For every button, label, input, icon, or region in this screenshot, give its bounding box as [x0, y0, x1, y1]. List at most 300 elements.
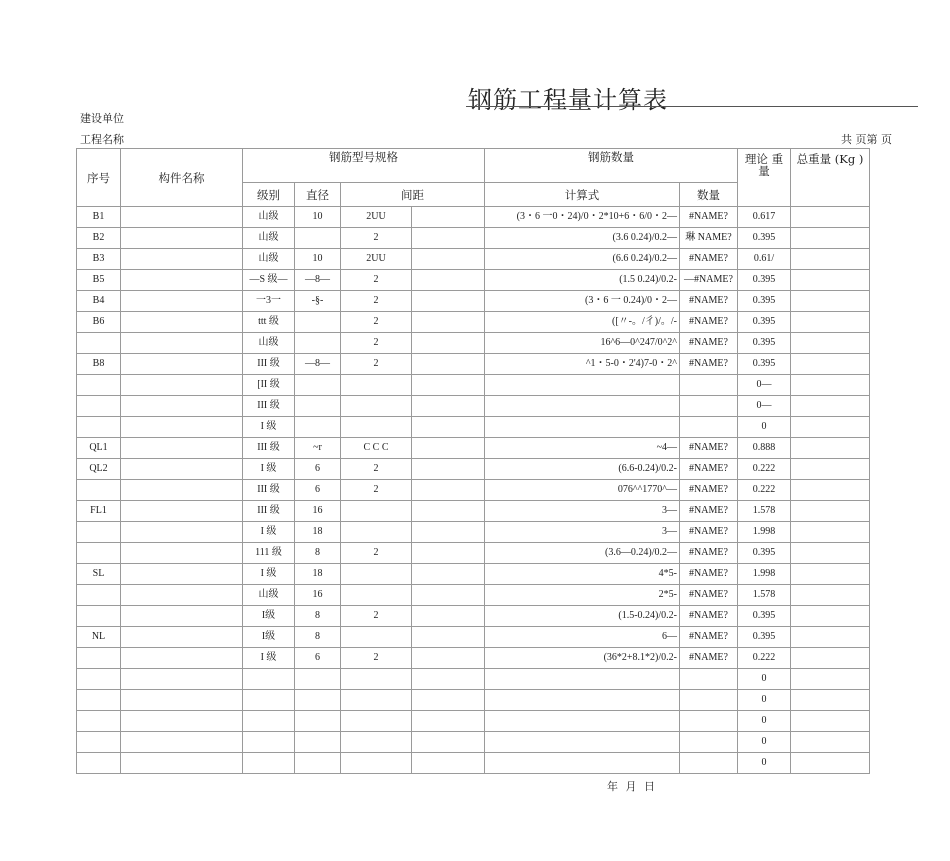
cell-spacing: 2: [341, 606, 412, 627]
cell-grade: I 级: [243, 522, 295, 543]
cell-formula: [485, 732, 680, 753]
table-row: [77, 543, 870, 564]
cell-grade: 山级: [243, 585, 295, 606]
cell-total-weight: [791, 354, 870, 375]
cell-unit-weight: 0: [738, 669, 791, 690]
cell-diameter: 6: [295, 648, 341, 669]
cell-diameter: 16: [295, 585, 341, 606]
cell-seq: [77, 606, 121, 627]
cell-formula: [485, 375, 680, 396]
page-title: 钢筋工程量计算表: [468, 86, 668, 114]
cell-count: —#NAME?: [680, 270, 738, 291]
table-row: [77, 396, 870, 417]
cell-spacing-extra: [412, 690, 485, 711]
table-row: [77, 585, 870, 606]
cell-component: [121, 333, 243, 354]
cell-grade: —S 级—: [243, 270, 295, 291]
cell-diameter: [295, 669, 341, 690]
cell-formula: [485, 711, 680, 732]
cell-spacing-extra: [412, 438, 485, 459]
cell-grade: 山级: [243, 228, 295, 249]
cell-unit-weight: 0.395: [738, 333, 791, 354]
cell-formula: (1.5 0.24)/0.2-: [485, 270, 680, 291]
header-spacing: 间距: [341, 183, 485, 207]
cell-component: [121, 732, 243, 753]
cell-spacing: 2: [341, 354, 412, 375]
table-row: [77, 480, 870, 501]
header-rebar-qty: 钢筋数量: [485, 149, 738, 183]
cell-grade: [243, 753, 295, 774]
cell-spacing: 2: [341, 333, 412, 354]
cell-formula: [485, 417, 680, 438]
cell-count: #NAME?: [680, 480, 738, 501]
cell-total-weight: [791, 522, 870, 543]
table-row: [77, 459, 870, 480]
cell-spacing-extra: [412, 333, 485, 354]
cell-unit-weight: 0.395: [738, 543, 791, 564]
cell-spacing: 2UU: [341, 249, 412, 270]
date-footer: 年 月 日: [607, 780, 657, 793]
cell-grade: 山级: [243, 207, 295, 228]
cell-unit-weight: 0: [738, 690, 791, 711]
cell-formula: (3・6 一0・24)/0・2*10+6・6/0・2—: [485, 207, 680, 228]
cell-count: #NAME?: [680, 564, 738, 585]
cell-component: [121, 207, 243, 228]
cell-component: [121, 354, 243, 375]
cell-count: #NAME?: [680, 606, 738, 627]
header-seq: 序号: [77, 149, 121, 207]
cell-unit-weight: 1.998: [738, 564, 791, 585]
cell-unit-weight: 0: [738, 417, 791, 438]
cell-unit-weight: 1.578: [738, 501, 791, 522]
cell-formula: 3—: [485, 501, 680, 522]
cell-diameter: 10: [295, 207, 341, 228]
cell-grade: 111 级: [243, 543, 295, 564]
cell-total-weight: [791, 585, 870, 606]
cell-spacing: 2: [341, 291, 412, 312]
cell-component: [121, 501, 243, 522]
header-count: 数量: [680, 183, 738, 207]
cell-count: #NAME?: [680, 627, 738, 648]
cell-diameter: 8: [295, 606, 341, 627]
cell-grade: [243, 690, 295, 711]
cell-component: [121, 606, 243, 627]
header-total-weight: 总重量 (Kg ): [791, 149, 870, 207]
cell-seq: [77, 711, 121, 732]
cell-total-weight: [791, 669, 870, 690]
cell-grade: III 级: [243, 501, 295, 522]
cell-diameter: 10: [295, 249, 341, 270]
cell-total-weight: [791, 396, 870, 417]
cell-component: [121, 312, 243, 333]
cell-component: [121, 564, 243, 585]
cell-unit-weight: 0—: [738, 396, 791, 417]
cell-formula: [485, 753, 680, 774]
cell-count: #NAME?: [680, 501, 738, 522]
cell-count: #NAME?: [680, 648, 738, 669]
cell-spacing: 2: [341, 228, 412, 249]
cell-grade: III 级: [243, 480, 295, 501]
cell-count: #NAME?: [680, 543, 738, 564]
rebar-table: [76, 148, 870, 774]
cell-total-weight: [791, 459, 870, 480]
cell-seq: NL: [77, 627, 121, 648]
cell-unit-weight: 0: [738, 732, 791, 753]
cell-count: [680, 753, 738, 774]
cell-unit-weight: 0.395: [738, 270, 791, 291]
table-row: [77, 711, 870, 732]
cell-total-weight: [791, 690, 870, 711]
cell-total-weight: [791, 291, 870, 312]
cell-grade: III 级: [243, 396, 295, 417]
table-row: [77, 312, 870, 333]
cell-unit-weight: 0.395: [738, 228, 791, 249]
cell-component: [121, 753, 243, 774]
cell-total-weight: [791, 438, 870, 459]
cell-count: [680, 417, 738, 438]
cell-seq: B4: [77, 291, 121, 312]
cell-seq: [77, 522, 121, 543]
cell-unit-weight: 0.395: [738, 312, 791, 333]
cell-total-weight: [791, 564, 870, 585]
cell-spacing-extra: [412, 606, 485, 627]
cell-spacing: [341, 585, 412, 606]
cell-spacing-extra: [412, 627, 485, 648]
cell-diameter: 8: [295, 627, 341, 648]
cell-unit-weight: 0—: [738, 375, 791, 396]
table-row: [77, 501, 870, 522]
cell-diameter: 8: [295, 543, 341, 564]
cell-formula: ~4—: [485, 438, 680, 459]
cell-diameter: [295, 732, 341, 753]
cell-formula: (6.6-0.24)/0.2-: [485, 459, 680, 480]
cell-seq: B3: [77, 249, 121, 270]
header-diameter: 直径: [295, 183, 341, 207]
cell-component: [121, 627, 243, 648]
header-unit-weight: 理论 重量: [738, 149, 791, 207]
cell-seq: [77, 417, 121, 438]
cell-component: [121, 669, 243, 690]
cell-grade: [243, 732, 295, 753]
cell-total-weight: [791, 333, 870, 354]
table-row: [77, 354, 870, 375]
table-row: [77, 753, 870, 774]
cell-spacing-extra: [412, 522, 485, 543]
cell-spacing: 2: [341, 648, 412, 669]
cell-formula: (1.5-0.24)/0.2-: [485, 606, 680, 627]
table-row: [77, 690, 870, 711]
cell-diameter: [295, 417, 341, 438]
cell-spacing-extra: [412, 228, 485, 249]
cell-seq: [77, 375, 121, 396]
table-row: [77, 669, 870, 690]
cell-spacing-extra: [412, 501, 485, 522]
cell-count: 琳 NAME?: [680, 228, 738, 249]
cell-spacing: [341, 417, 412, 438]
cell-spacing: 2: [341, 270, 412, 291]
cell-spacing-extra: [412, 480, 485, 501]
cell-spacing: [341, 753, 412, 774]
cell-spacing-extra: [412, 270, 485, 291]
cell-grade: [II 级: [243, 375, 295, 396]
cell-total-weight: [791, 501, 870, 522]
cell-formula: (3・6 一 0.24)/0・2—: [485, 291, 680, 312]
cell-component: [121, 270, 243, 291]
table-row: [77, 732, 870, 753]
cell-spacing-extra: [412, 207, 485, 228]
cell-component: [121, 585, 243, 606]
cell-diameter: [295, 711, 341, 732]
table-row: [77, 606, 870, 627]
cell-diameter: [295, 753, 341, 774]
cell-spacing-extra: [412, 669, 485, 690]
cell-unit-weight: 0: [738, 711, 791, 732]
cell-spacing-extra: [412, 375, 485, 396]
cell-component: [121, 711, 243, 732]
table-row: [77, 228, 870, 249]
cell-formula: ^1・5-0・2'4)7-0・2^: [485, 354, 680, 375]
builder-label: 建设单位: [80, 112, 124, 125]
cell-grade: ttt 级: [243, 312, 295, 333]
project-label: 工程名称: [80, 133, 124, 146]
table-row: [77, 564, 870, 585]
cell-grade: III 级: [243, 438, 295, 459]
cell-seq: [77, 396, 121, 417]
cell-spacing-extra: [412, 543, 485, 564]
cell-grade: III 级: [243, 354, 295, 375]
table-row: [77, 333, 870, 354]
cell-total-weight: [791, 249, 870, 270]
cell-seq: [77, 648, 121, 669]
cell-seq: SL: [77, 564, 121, 585]
cell-total-weight: [791, 753, 870, 774]
cell-spacing-extra: [412, 459, 485, 480]
table-row: [77, 627, 870, 648]
cell-unit-weight: 0.395: [738, 606, 791, 627]
cell-spacing: [341, 375, 412, 396]
cell-spacing: [341, 627, 412, 648]
cell-unit-weight: 0.222: [738, 480, 791, 501]
cell-total-weight: [791, 417, 870, 438]
cell-seq: QL2: [77, 459, 121, 480]
table-row: [77, 249, 870, 270]
cell-spacing-extra: [412, 711, 485, 732]
cell-count: #NAME?: [680, 459, 738, 480]
cell-diameter: [295, 228, 341, 249]
cell-unit-weight: 0.395: [738, 291, 791, 312]
cell-formula: (6.6 0.24)/0.2—: [485, 249, 680, 270]
cell-formula: (3.6—0.24)/0.2—: [485, 543, 680, 564]
cell-total-weight: [791, 480, 870, 501]
cell-count: [680, 732, 738, 753]
cell-spacing: [341, 564, 412, 585]
cell-formula: (36*2+8.1*2)/0.2-: [485, 648, 680, 669]
cell-unit-weight: 0.395: [738, 627, 791, 648]
cell-seq: QL1: [77, 438, 121, 459]
table-row: [77, 291, 870, 312]
cell-seq: [77, 480, 121, 501]
cell-grade: [243, 711, 295, 732]
cell-component: [121, 228, 243, 249]
cell-component: [121, 480, 243, 501]
cell-seq: [77, 669, 121, 690]
cell-unit-weight: 0: [738, 753, 791, 774]
cell-total-weight: [791, 606, 870, 627]
cell-formula: 16^6—0^247/0^2^: [485, 333, 680, 354]
cell-component: [121, 375, 243, 396]
cell-seq: [77, 543, 121, 564]
cell-count: #NAME?: [680, 333, 738, 354]
cell-count: #NAME?: [680, 585, 738, 606]
cell-seq: FL1: [77, 501, 121, 522]
cell-spacing-extra: [412, 291, 485, 312]
cell-spacing-extra: [412, 564, 485, 585]
cell-grade: I级: [243, 606, 295, 627]
cell-total-weight: [791, 207, 870, 228]
cell-spacing: 2: [341, 312, 412, 333]
cell-component: [121, 291, 243, 312]
cell-seq: B1: [77, 207, 121, 228]
cell-total-weight: [791, 627, 870, 648]
cell-formula: 4*5-: [485, 564, 680, 585]
cell-grade: I 级: [243, 648, 295, 669]
cell-spacing: [341, 396, 412, 417]
cell-spacing: 2: [341, 543, 412, 564]
cell-seq: [77, 690, 121, 711]
cell-total-weight: [791, 711, 870, 732]
cell-diameter: 6: [295, 459, 341, 480]
cell-component: [121, 438, 243, 459]
cell-formula: ([〃-。/彳)/。/-: [485, 312, 680, 333]
cell-total-weight: [791, 312, 870, 333]
table-row: [77, 417, 870, 438]
cell-seq: B6: [77, 312, 121, 333]
cell-diameter: -§-: [295, 291, 341, 312]
cell-spacing: [341, 711, 412, 732]
cell-count: [680, 375, 738, 396]
cell-total-weight: [791, 732, 870, 753]
cell-grade: I 级: [243, 417, 295, 438]
cell-diameter: 16: [295, 501, 341, 522]
cell-unit-weight: 0.61/: [738, 249, 791, 270]
cell-spacing-extra: [412, 585, 485, 606]
cell-unit-weight: 0.888: [738, 438, 791, 459]
title-underline: [466, 106, 918, 107]
cell-spacing-extra: [412, 354, 485, 375]
cell-seq: [77, 585, 121, 606]
cell-unit-weight: 0.222: [738, 648, 791, 669]
cell-component: [121, 522, 243, 543]
cell-diameter: [295, 690, 341, 711]
table-row: [77, 648, 870, 669]
table-row: [77, 375, 870, 396]
cell-diameter: [295, 312, 341, 333]
cell-diameter: ~r: [295, 438, 341, 459]
cell-spacing-extra: [412, 417, 485, 438]
cell-unit-weight: 0.222: [738, 459, 791, 480]
cell-diameter: —8—: [295, 354, 341, 375]
table-row: [77, 438, 870, 459]
cell-total-weight: [791, 648, 870, 669]
cell-formula: [485, 396, 680, 417]
cell-formula: [485, 690, 680, 711]
cell-unit-weight: 1.998: [738, 522, 791, 543]
cell-spacing-extra: [412, 249, 485, 270]
cell-formula: (3.6 0.24)/0.2—: [485, 228, 680, 249]
cell-diameter: 6: [295, 480, 341, 501]
cell-spacing: [341, 522, 412, 543]
cell-total-weight: [791, 270, 870, 291]
cell-spacing-extra: [412, 396, 485, 417]
cell-count: [680, 669, 738, 690]
cell-formula: 2*5-: [485, 585, 680, 606]
cell-count: [680, 711, 738, 732]
cell-formula: 6—: [485, 627, 680, 648]
cell-count: [680, 396, 738, 417]
cell-seq: B2: [77, 228, 121, 249]
cell-component: [121, 417, 243, 438]
cell-seq: [77, 753, 121, 774]
cell-component: [121, 249, 243, 270]
cell-grade: I 级: [243, 459, 295, 480]
header-rebar-spec: 钢筋型号规格: [243, 149, 485, 183]
cell-grade: 山级: [243, 333, 295, 354]
cell-spacing-extra: [412, 312, 485, 333]
cell-formula: 3—: [485, 522, 680, 543]
cell-grade: 山级: [243, 249, 295, 270]
cell-grade: I 级: [243, 564, 295, 585]
cell-grade: I级: [243, 627, 295, 648]
table-row: [77, 522, 870, 543]
cell-diameter: [295, 396, 341, 417]
header-formula: 计算式: [485, 183, 680, 207]
cell-seq: [77, 732, 121, 753]
cell-spacing: [341, 501, 412, 522]
cell-spacing: [341, 669, 412, 690]
cell-count: [680, 690, 738, 711]
cell-seq: [77, 333, 121, 354]
header-grade: 级别: [243, 183, 295, 207]
cell-spacing: 2: [341, 480, 412, 501]
cell-count: #NAME?: [680, 249, 738, 270]
cell-count: #NAME?: [680, 354, 738, 375]
cell-formula: [485, 669, 680, 690]
cell-diameter: 18: [295, 564, 341, 585]
cell-count: #NAME?: [680, 291, 738, 312]
cell-seq: B5: [77, 270, 121, 291]
cell-component: [121, 690, 243, 711]
cell-component: [121, 396, 243, 417]
cell-spacing: 2UU: [341, 207, 412, 228]
cell-diameter: [295, 375, 341, 396]
cell-spacing-extra: [412, 648, 485, 669]
table-row: [77, 270, 870, 291]
cell-component: [121, 543, 243, 564]
table-row: [77, 207, 870, 228]
cell-diameter: [295, 333, 341, 354]
cell-spacing: [341, 690, 412, 711]
cell-seq: B8: [77, 354, 121, 375]
cell-spacing: C C C: [341, 438, 412, 459]
cell-grade: [243, 669, 295, 690]
cell-spacing: 2: [341, 459, 412, 480]
cell-unit-weight: 1.578: [738, 585, 791, 606]
cell-diameter: 18: [295, 522, 341, 543]
cell-diameter: —8—: [295, 270, 341, 291]
cell-formula: 076^^1770^—: [485, 480, 680, 501]
cell-count: #NAME?: [680, 438, 738, 459]
cell-unit-weight: 0.395: [738, 354, 791, 375]
